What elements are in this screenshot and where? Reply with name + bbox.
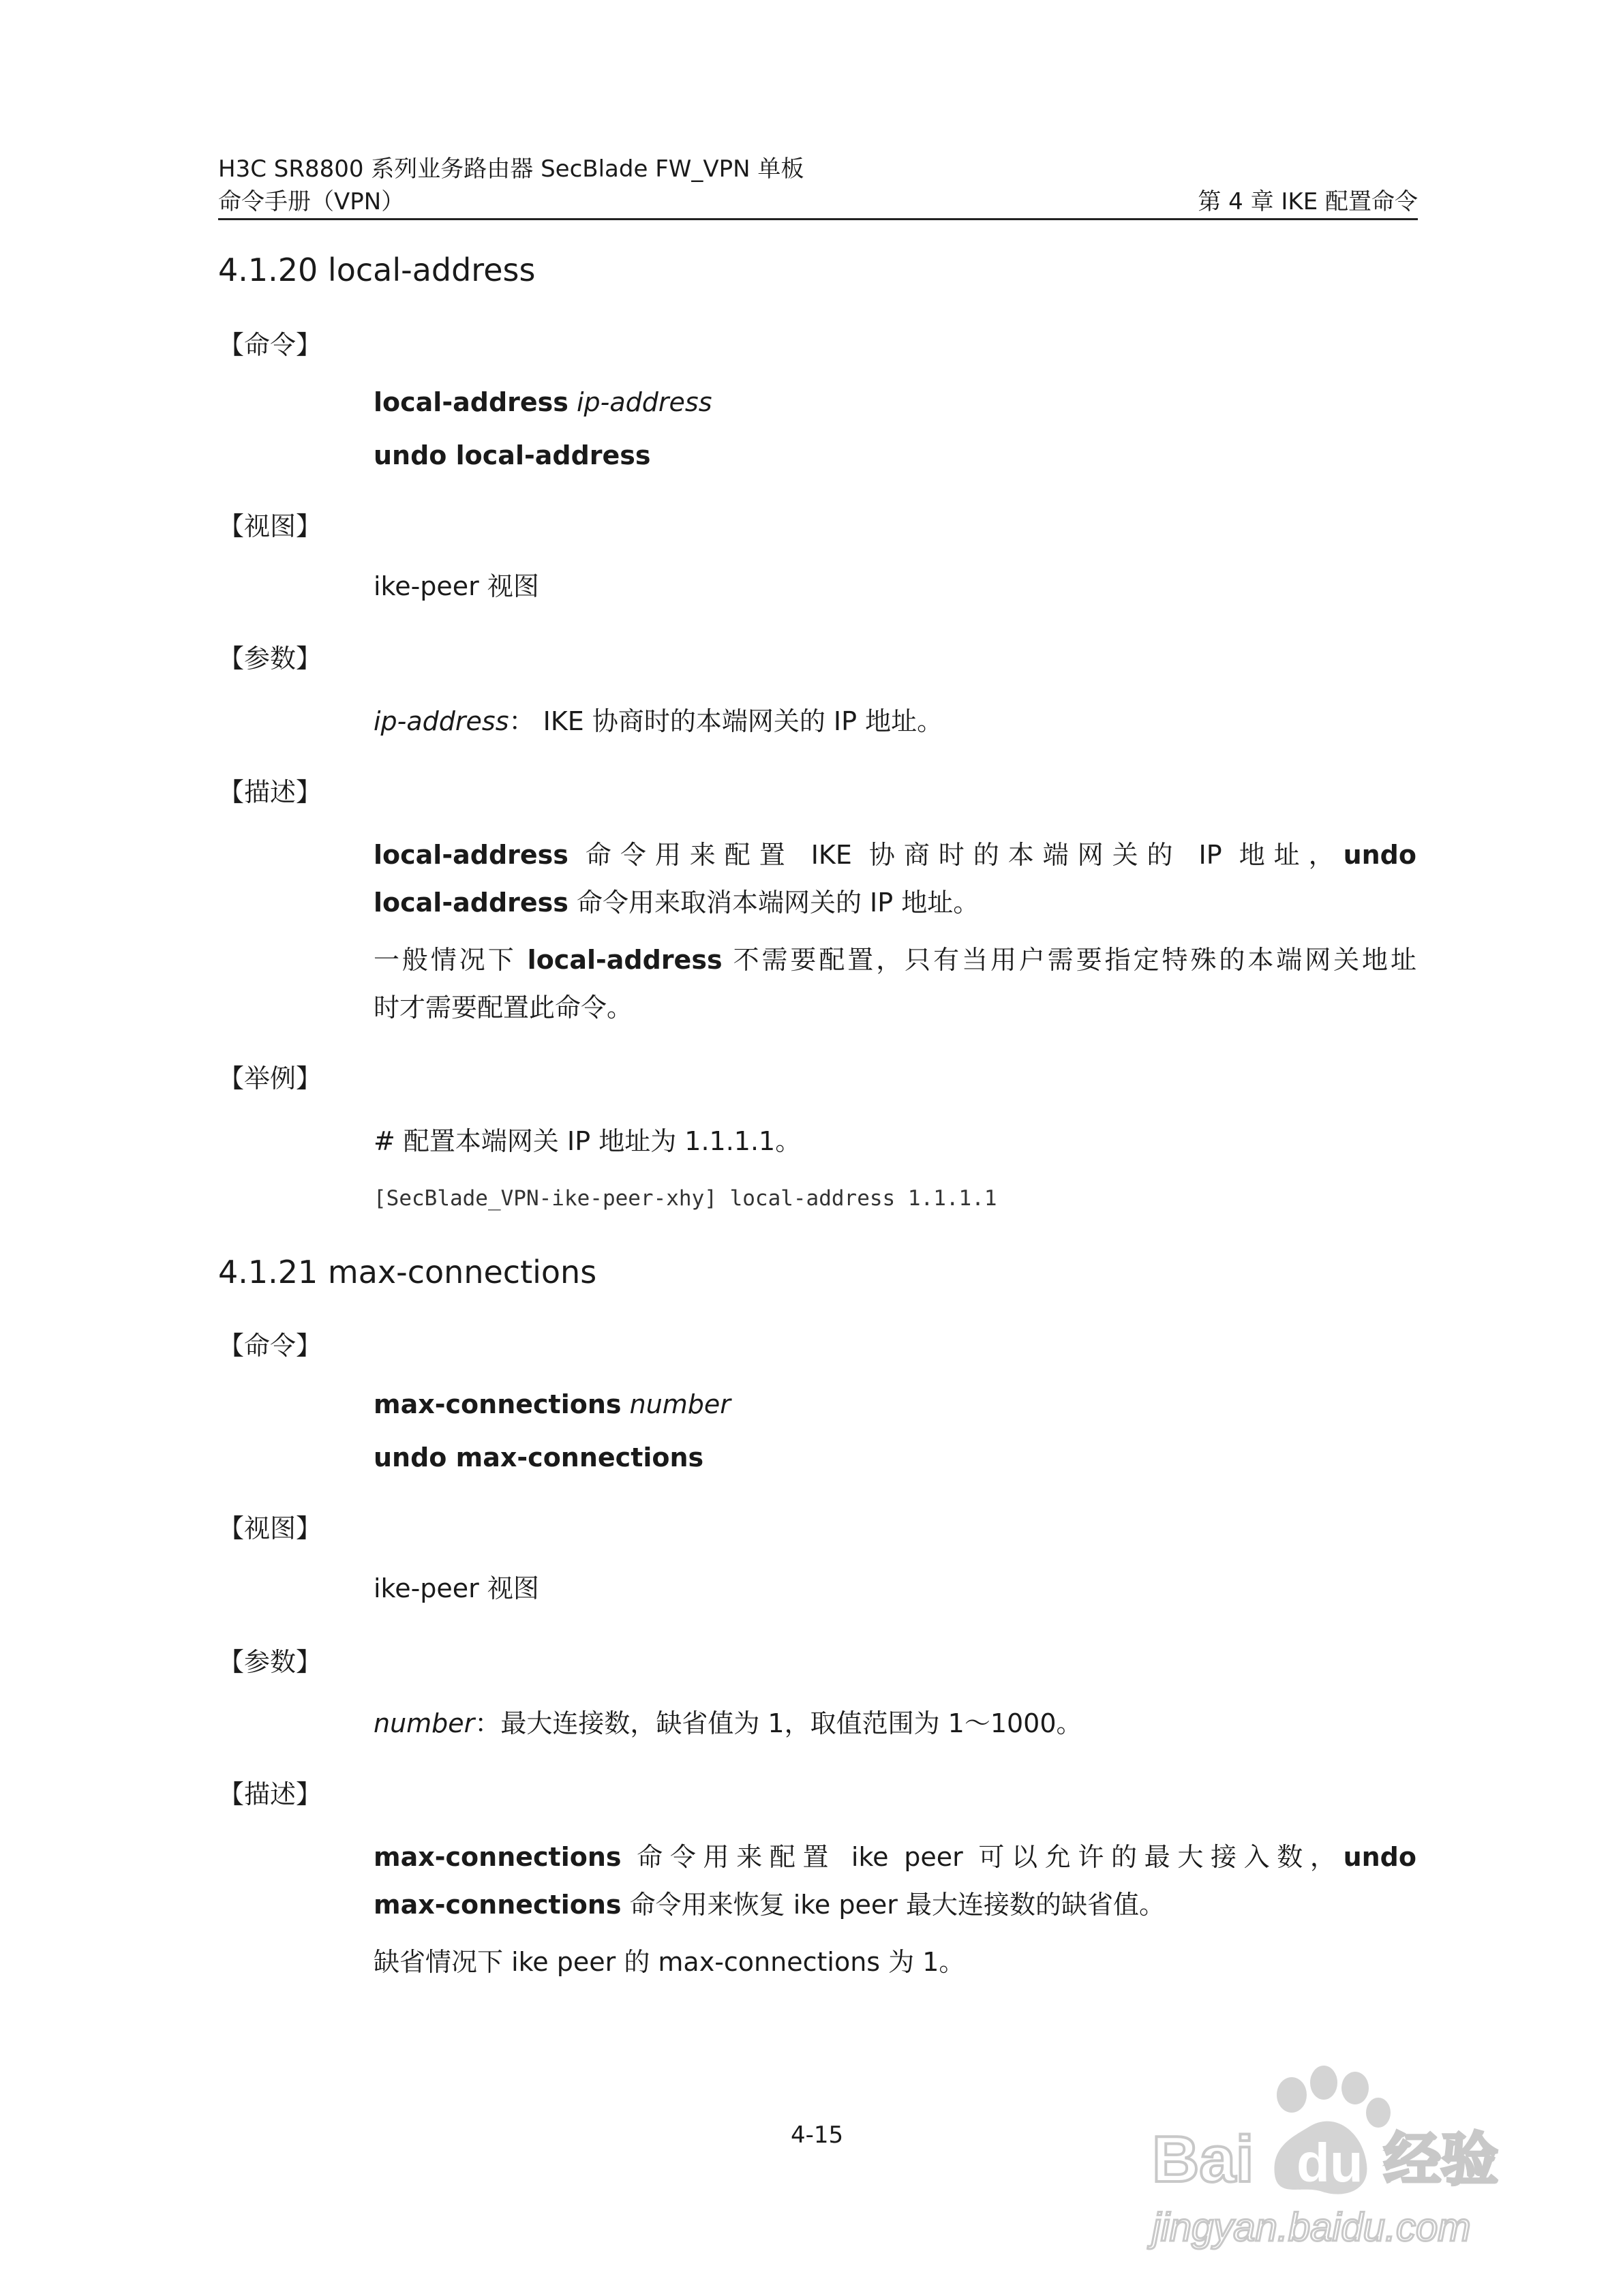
label-description: 【描述】 [218, 777, 322, 807]
description-line-2 [374, 1888, 1165, 1921]
description-line-2 [374, 886, 979, 919]
label-command: 【命令】 [218, 330, 322, 360]
desc-keyword: local-address [374, 840, 568, 870]
desc-keyword: local-address [374, 888, 568, 918]
parameter-name: number [374, 1708, 475, 1738]
section-title-local-address: 4.1.20 local-address [218, 252, 536, 288]
watermark-url: jingyan.baidu.com [1152, 2205, 1471, 2250]
description-line-3: 缺省情况下 ike peer 的 max-connections 为 1。 [374, 1947, 965, 1977]
description-line-4: 时才需要配置此命令。 [374, 993, 633, 1023]
label-view: 【视图】 [218, 511, 322, 541]
parameter-desc: ： IKE 协商时的本端网关的 IP 地址。 [509, 706, 943, 736]
header-title: H3C SR8800 系列业务路由器 SecBlade FW_VPN 单板 [218, 155, 804, 183]
view-text: ike-peer 视图 [374, 571, 539, 601]
parameter-line [374, 705, 943, 738]
watermark-brand-right: du [1296, 2132, 1363, 2193]
watermark-brand-cn: 经验 [1384, 2126, 1499, 2193]
undo-command: undo max-connections [374, 1442, 704, 1472]
desc-text: 不需要配置，只有当用户需要指定特殊的本端网关地址 [722, 945, 1416, 975]
label-example: 【举例】 [218, 1063, 322, 1093]
example-code: [SecBlade_VPN-ike-peer-xhy] local-address 1.1.1.1 [374, 1186, 997, 1211]
desc-keyword: max-connections [374, 1890, 622, 1920]
view-text: ike-peer 视图 [374, 1573, 539, 1603]
description-line-1 [374, 839, 1416, 871]
command-keyword: max-connections [374, 1389, 622, 1419]
parameter-desc: ：最大连接数，缺省值为 1，取值范围为 1～1000。 [474, 1708, 1082, 1738]
baidu-watermark [1138, 2062, 1547, 2267]
header-rule [218, 218, 1418, 220]
section-title-max-connections: 4.1.21 max-connections [218, 1254, 597, 1290]
desc-undo: undo [1343, 840, 1416, 870]
description-line-3 [374, 943, 1416, 976]
desc-keyword: max-connections [374, 1842, 622, 1872]
label-description: 【描述】 [218, 1779, 322, 1809]
command-keyword: local-address [374, 387, 568, 417]
desc-text: 命令用来取消本端网关的 IP 地址。 [568, 888, 980, 918]
header-subtitle: 命令手册（VPN） [218, 188, 405, 215]
desc-undo: undo [1343, 1842, 1416, 1872]
command-argument: number [621, 1389, 731, 1419]
label-parameters: 【参数】 [218, 1647, 322, 1677]
label-parameters: 【参数】 [218, 644, 322, 674]
page-number: 4-15 [791, 2121, 844, 2149]
description-line-1 [374, 1841, 1416, 1873]
label-view: 【视图】 [218, 1513, 322, 1543]
desc-text: 命令用来配置 ike peer 可以允许的最大接入数， [621, 1842, 1344, 1872]
parameter-name: ip-address [374, 706, 509, 736]
desc-text: 命令用来恢复 ike peer 最大连接数的缺省值。 [621, 1890, 1165, 1920]
command-syntax [374, 1388, 731, 1421]
label-command: 【命令】 [218, 1331, 322, 1361]
command-syntax [374, 386, 712, 419]
command-argument: ip-address [568, 387, 712, 417]
undo-command: undo local-address [374, 440, 651, 470]
example-text: # 配置本端网关 IP 地址为 1.1.1.1。 [374, 1126, 802, 1156]
desc-text: 命令用来配置 IKE 协商时的本端网关的 IP 地址， [568, 840, 1344, 870]
header-chapter: 第 4 章 IKE 配置命令 [1198, 188, 1418, 215]
desc-keyword: local-address [527, 945, 723, 975]
desc-text: 一般情况下 [374, 945, 528, 975]
watermark-brand-left: Bai [1152, 2123, 1254, 2196]
parameter-line [374, 1707, 1082, 1740]
